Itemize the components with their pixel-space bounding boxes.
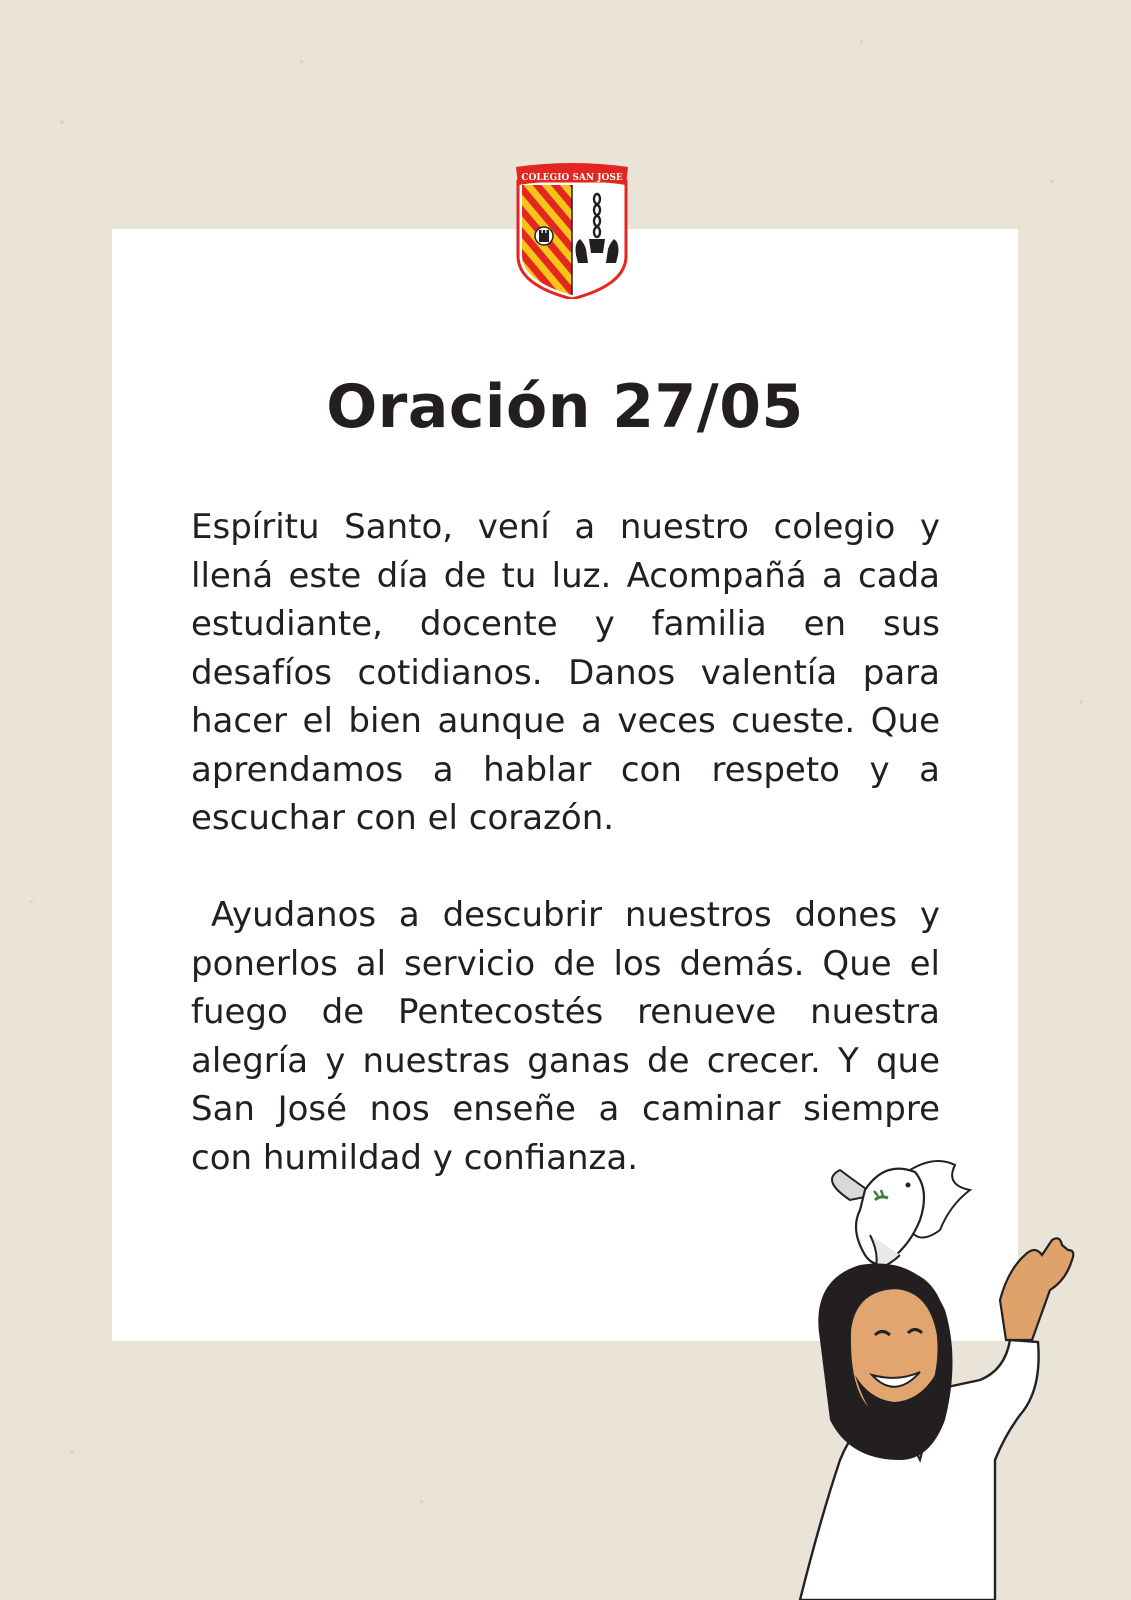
- paper-speck: [60, 120, 64, 124]
- crest-banner-text: COLEGIO SAN JOSE: [521, 173, 623, 183]
- jesus-illustration-icon: [780, 1160, 1110, 1600]
- dove-icon: [832, 1161, 970, 1270]
- paper-speck: [1050, 180, 1054, 183]
- paper-speck: [1080, 700, 1083, 704]
- paper-speck: [300, 60, 303, 63]
- prayer-paragraph-2: Ayudanos a descubrir nuestros dones y ponerlos al servicio de los demás. Que el fuego de Pentecostés renueve nuestra alegría y nuestras ganas de crecer. Y que San José nos enseñe a caminar siempre con humildad y confianza.: [191, 895, 940, 1178]
- paper-speck: [30, 900, 33, 903]
- prayer-paragraph-1: Espíritu Santo, vení a nuestro colegio y llená este día de tu luz. Acompañá a cada estudiante, docente y familia en sus desafíos cotidianos. Danos valentía para hacer el bien aunque a veces cueste. Que aprendamos a hablar con respeto y a escuchar con el corazón.: [191, 507, 940, 838]
- paper-speck: [420, 1500, 423, 1503]
- school-crest-icon: [514, 163, 630, 299]
- paper-speck: [70, 1450, 74, 1454]
- paper-speck: [860, 40, 863, 45]
- page-title: Oración 27/05: [326, 372, 804, 442]
